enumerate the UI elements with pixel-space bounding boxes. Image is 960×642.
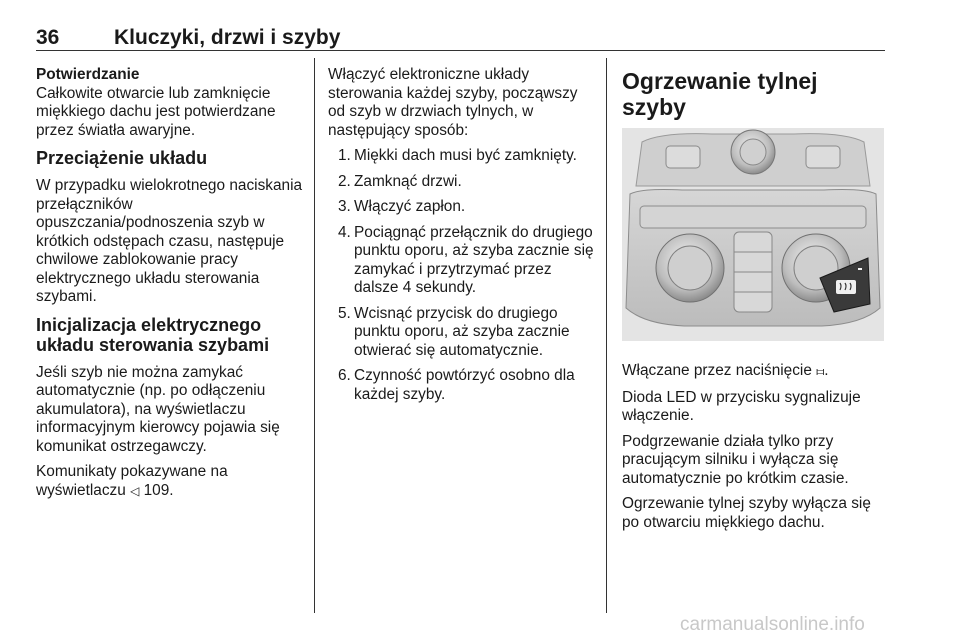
step-number: 5. (338, 304, 351, 322)
step-text: Zamknąć drzwi. (354, 172, 462, 190)
page-number: 36 (36, 26, 60, 49)
p1-text: Włączane przez naciśnięcie (622, 362, 812, 379)
p1-end: . (824, 362, 829, 379)
init-paragraph: Jeśli szyb nie można zamykać automatycznie (np. po odłączeniu akumulatora), na wyświetlaczu informacyjnym kierowcy pojawia się komunikat ostrzegawczy. (36, 363, 280, 455)
init-intro: Włączyć elektroniczne układy sterowania każdej szyby, począwszy od szyb w drzwiach tylnych, w następujący sposób: (328, 66, 578, 139)
rear-heating-p3: Podgrzewanie działa tylko przy pracującym silniku i wyłącza się automatycznie po krótkim czasie. (622, 432, 849, 487)
step-text: Pociągnąć przełącznik do drugiego punktu oporu, aż szyba zacznie się zamykać i przytrzymać przez dalsze 4 sekundy. (354, 223, 594, 296)
footer-watermark: carmanualsonline.info (680, 614, 865, 635)
step-number: 3. (338, 198, 351, 215)
column-divider-1 (314, 58, 315, 613)
step-number: 1. (338, 147, 351, 164)
chapter-title: Kluczyki, drzwi i szyby (114, 26, 341, 49)
list-item (328, 367, 594, 404)
rear-window-heating-icon: ⧦ (816, 364, 825, 379)
list-item (328, 224, 594, 298)
list-item (328, 173, 594, 192)
messages-paragraph (36, 463, 304, 500)
init-heading: Inicjalizacja elektrycznego układu sterowania szybami (36, 314, 270, 355)
rear-heating-p4: Ogrzewanie tylnej szyby wyłącza się po otwarciu miękkiego dachu. (622, 495, 871, 531)
step-text: Czynność powtórzyć osobno dla każdej szyby. (354, 367, 575, 403)
control-panel-illustration (622, 128, 884, 341)
overload-paragraph: W przypadku wielokrotnego naciskania przełączników opuszczania/podnoszenia szyb w krótkich odstępach czasu, następuje chwilowe zablokowanie pracy elektrycznego układu sterowania szybami. (36, 177, 303, 305)
rear-heating-p2: Dioda LED w przycisku sygnalizuje włączenie. (622, 388, 861, 424)
rear-heating-heading: Ogrzewanie tylnej szyby (622, 68, 818, 120)
list-item (328, 198, 594, 217)
column-divider-2 (606, 58, 607, 613)
messages-text: Komunikaty pokazywane na wyświetlaczu (36, 463, 228, 499)
step-number: 2. (338, 172, 351, 190)
step-number: 6. (338, 367, 351, 384)
overload-heading: Przeciążenie układu (36, 148, 208, 168)
column-3 (622, 68, 886, 539)
confirm-heading: Potwierdzanie (36, 66, 140, 83)
confirm-paragraph: Całkowite otwarcie lub zamknięcie miękkiego dachu jest potwierdzane przez światła awaryjne. (36, 84, 276, 139)
step-number: 4. (338, 223, 351, 241)
step-text: Miękki dach musi być zamknięty. (354, 147, 577, 164)
rear-heating-p1 (622, 362, 886, 382)
list-item (328, 305, 594, 361)
column-2 (328, 66, 594, 411)
step-text: Wcisnąć przycisk do drugiego punktu oporu, aż szyba zacznie otwierać się automatycznie. (354, 304, 570, 359)
header-divider (36, 50, 885, 51)
page-header (36, 22, 885, 50)
step-text: Włączyć zapłon. (354, 198, 466, 215)
column-1 (36, 66, 304, 507)
messages-ref-page[interactable]: 109. (143, 481, 174, 499)
rear-window-heating-figure (622, 128, 884, 341)
list-item (328, 147, 594, 166)
page-reference-arrow-icon: ◁ (130, 483, 140, 498)
steps-list (328, 147, 594, 404)
